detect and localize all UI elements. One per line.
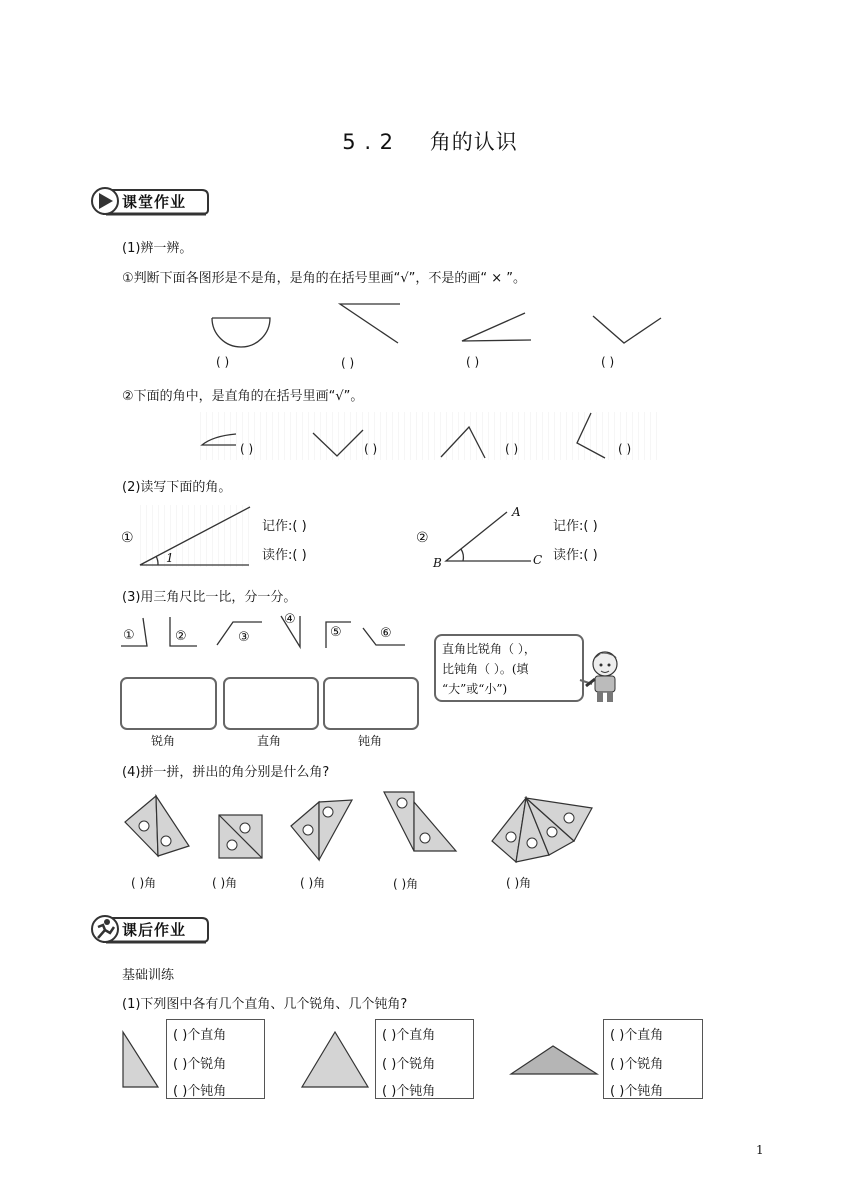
box1-right[interactable]: ( )个直角 — [173, 1028, 227, 1043]
home-q1-title: (1)下列图中各有几个直角、几个锐角、几个钝角? — [122, 997, 408, 1012]
equilateral-triangle — [302, 1032, 368, 1087]
q4-answer-4[interactable]: ( )角 — [393, 877, 419, 891]
title-number: 5 . 2 — [342, 130, 395, 154]
q2-item2-read: 读作:( ) — [553, 548, 598, 563]
answer-box-2 — [375, 1019, 474, 1099]
q2-item1-read: 读作:( ) — [262, 548, 307, 563]
q1-paren-1[interactable]: ( ) — [216, 355, 230, 369]
q2-title: (2)读写下面的角。 — [122, 480, 232, 495]
section-title-classwork: 课堂作业 — [122, 193, 187, 211]
answer-box-3 — [603, 1019, 703, 1099]
q3-title: (3)用三角尺比一比，分一分。 — [122, 590, 297, 605]
box3-obtuse[interactable]: ( )个钝角 — [610, 1084, 664, 1099]
obtuse-box-label: 钝角 — [358, 734, 383, 748]
section-title-homework: 课后作业 — [122, 921, 187, 939]
box1-obtuse[interactable]: ( )个钝角 — [173, 1084, 227, 1099]
right-box-label: 直角 — [257, 734, 282, 748]
q2-item1-number: ① — [121, 530, 134, 546]
q2-item1-write: 记作:( ) — [262, 519, 307, 534]
box3-right[interactable]: ( )个直角 — [610, 1028, 664, 1043]
title-text: 角的认识 — [429, 130, 518, 154]
q4-answer-2[interactable]: ( )角 — [212, 876, 238, 890]
shape-4-number: ④ — [284, 612, 296, 627]
q1-sub2: ②下面的角中，是直角的在括号里画“√”。 — [122, 389, 364, 404]
q1b-paren-3[interactable]: ( ) — [505, 442, 519, 456]
answer-box-1 — [166, 1019, 265, 1099]
shape-6-number: ⑥ — [380, 626, 392, 641]
box2-right[interactable]: ( )个直角 — [382, 1028, 436, 1043]
box1-acute[interactable]: ( )个锐角 — [173, 1057, 227, 1072]
bubble-line-2: 比钝角（ ）。(填 — [442, 662, 529, 676]
q1-paren-2[interactable]: ( ) — [341, 356, 355, 370]
home-subtitle: 基础训练 — [122, 968, 175, 983]
obtuse-triangle — [511, 1046, 597, 1074]
point-c-label: C — [533, 553, 543, 567]
q1-sub1: ①判断下面各图形是不是角，是角的在括号里画“√”，不是的画“ × ”。 — [122, 271, 527, 286]
q4-title: (4)拼一拼，拼出的角分别是什么角? — [122, 765, 330, 780]
shape-5-number: ⑤ — [330, 625, 342, 640]
q1-paren-3[interactable]: ( ) — [466, 355, 480, 369]
q2-item2-write: 记作:( ) — [553, 519, 598, 534]
q1-title: (1)辨一辨。 — [122, 241, 193, 256]
point-a-label: A — [512, 505, 521, 519]
shape-1-number: ① — [123, 628, 135, 643]
q1-paren-4[interactable]: ( ) — [601, 355, 615, 369]
q2-item2-number: ② — [416, 530, 429, 546]
box3-acute[interactable]: ( )个锐角 — [610, 1057, 664, 1072]
q1b-paren-2[interactable]: ( ) — [364, 442, 378, 456]
right-triangle — [123, 1032, 158, 1087]
box2-obtuse[interactable]: ( )个钝角 — [382, 1084, 436, 1099]
acute-box-label: 锐角 — [151, 734, 176, 748]
shape-2-number: ② — [175, 629, 187, 644]
q4-answer-3[interactable]: ( )角 — [300, 876, 326, 890]
q1b-paren-4[interactable]: ( ) — [618, 442, 632, 456]
page-number: 1 — [756, 1143, 764, 1157]
bubble-line-3: “大”或“小”) — [442, 682, 508, 696]
q1b-paren-1[interactable]: ( ) — [240, 442, 254, 456]
bubble-line-1: 直角比锐角（ ）， — [442, 642, 536, 656]
box2-acute[interactable]: ( )个锐角 — [382, 1057, 436, 1072]
angle-1-label: 1 — [166, 551, 174, 565]
q4-answer-5[interactable]: ( )角 — [506, 876, 532, 890]
shape-3-number: ③ — [238, 630, 250, 645]
q4-answer-1[interactable]: ( )角 — [131, 876, 157, 890]
vertex-b-label: B — [433, 556, 442, 570]
